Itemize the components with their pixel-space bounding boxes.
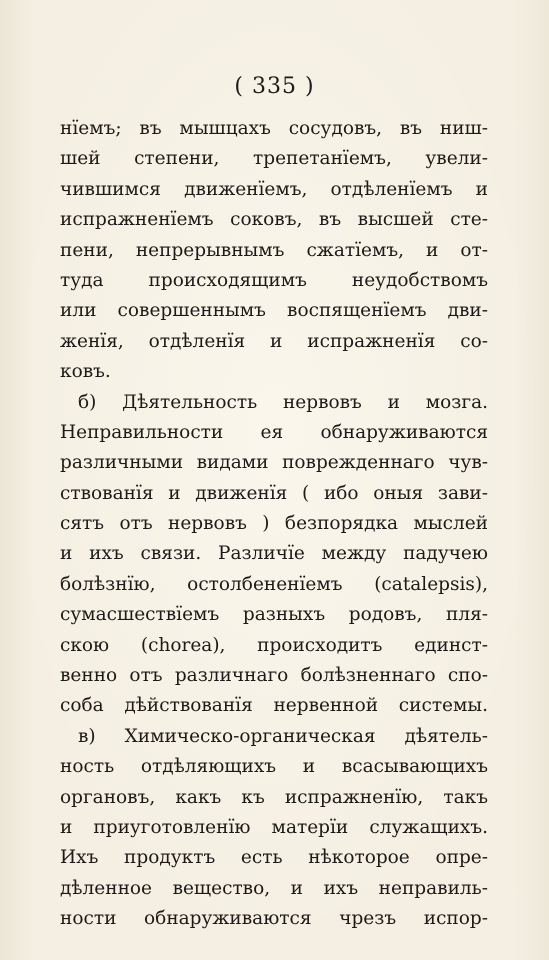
body-text — [60, 114, 488, 935]
page-number: ( 335 ) — [234, 74, 315, 99]
section-heading-v: в) Химическо-органическая дѣятель- — [78, 725, 488, 747]
text-line: пени, непрерывнымъ сжатїемъ, и от- — [60, 239, 488, 261]
text-line: ность отдѣляющихъ и всасывающихъ — [60, 756, 488, 778]
text-line: ковъ. — [60, 361, 111, 383]
text-line: нїемъ; въ мышцахъ сосудовъ, въ ниш- — [60, 118, 488, 139]
text-line: сумасшествїемъ разныхъ родовъ, пля- — [60, 604, 488, 626]
text-line: и приуготовленїю матерїи служащихъ. — [60, 816, 488, 838]
text-line: органовъ, какъ къ испражненїю, такъ — [60, 786, 488, 808]
text-line: скою (chorea), происходитъ единст- — [60, 634, 488, 656]
text-line: или совершеннымъ воспященїемъ дви- — [60, 300, 488, 322]
text-line: соба дѣйствованїя нервенной системы. — [60, 695, 488, 717]
text-line: ности обнаруживаются чрезъ испор- — [60, 908, 488, 930]
text-line: сятъ отъ нервовъ ) безпорядка мыслей — [60, 513, 488, 535]
text-line: болѣзнїю, остолбененїемъ (catalepsis), — [60, 573, 488, 595]
text-line: шей степени, трепетанїемъ, увели- — [60, 148, 488, 170]
text-line: чившимся движенїемъ, отдѣленїемъ и — [60, 178, 488, 200]
section-heading-b: б) Дѣятельность нервовъ и мозга. — [78, 391, 488, 413]
text-line: ствованїя и движенїя ( ибо оныя зави- — [60, 482, 488, 504]
text-line: женїя, отдѣленїя и испражненїя со- — [60, 330, 488, 352]
text-line: Неправильности ея обнаруживаются — [60, 421, 488, 443]
text-line: Ихъ продуктъ есть нѣкоторое опре- — [60, 847, 488, 869]
text-line: дѣленное вещество, и ихъ неправиль- — [60, 877, 488, 899]
text-line: испражненїемъ соковъ, въ высшей сте- — [60, 209, 488, 231]
text-line: различными видами поврежденнаго чув- — [60, 452, 488, 474]
text-line: туда происходящимъ неудобствомъ — [60, 269, 488, 291]
text-line: и ихъ связи. Различїе между падучею — [60, 543, 488, 565]
text-line: венно отъ различнаго болѣзненнаго спо- — [60, 665, 488, 687]
